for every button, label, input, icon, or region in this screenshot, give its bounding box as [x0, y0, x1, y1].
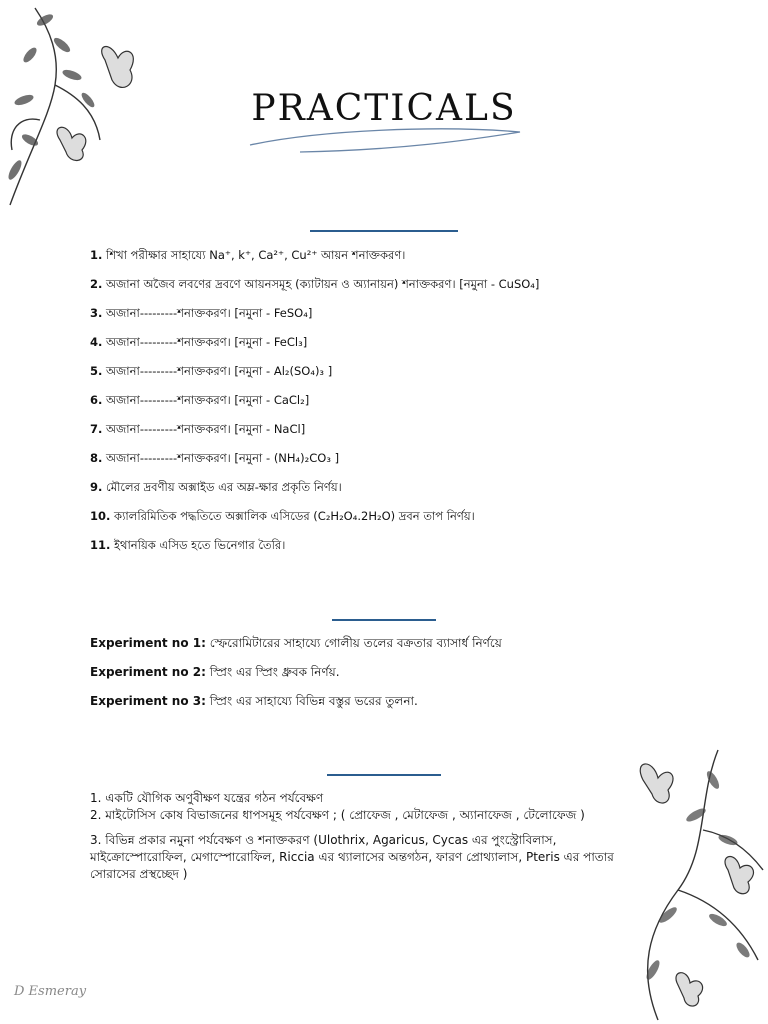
chemistry-item-5: 5. অজানা---------শনাক্তকরণ। [নমুনা - Al₂(SO₄)₃ ]: [90, 364, 333, 378]
title-underline-swoosh-icon: [240, 120, 530, 160]
chemistry-item-6: 6. অজানা---------শনাক্তকরণ। [নমুনা - CaCl₂]: [90, 393, 310, 407]
chemistry-item-9: 9. মৌলের দ্রবণীয় অক্সাইড এর অম্ল-ক্ষার প্রকৃতি নির্ণয়।: [90, 480, 342, 494]
physics-experiment-2: Experiment no 2: স্প্রিং এর স্প্রিং ধ্রুবক নির্ণয়.: [90, 665, 340, 679]
chemistry-item-11: 11. ইথানয়িক এসিড হতে ভিনেগার তৈরি।: [90, 538, 286, 552]
chemistry-practicals-list: [90, 248, 710, 552]
chemistry-item-3: 3. অজানা---------শনাক্তকরণ। [নমুনা - FeSO₄]: [90, 306, 313, 320]
chemistry-item-1: 1. শিখা পরীক্ষার সাহায্যে Na⁺, k⁺, Ca²⁺, Cu²⁺ আয়ন শনাক্তকরণ।: [90, 248, 406, 262]
chemistry-item-10: 10. ক্যালরিমিতিক পদ্ধতিতে অক্সালিক এসিডের (C₂H₂O₄.2H₂O) দ্রবন তাপ নির্ণয়।: [90, 509, 475, 523]
biology-practicals-list: [90, 790, 650, 883]
chemistry-section-divider: [310, 230, 458, 232]
biology-item-2: 2. মাইটোসিস কোষ বিভাজনের ধাপসমূহ পর্যবেক্ষণ ; ( প্রোফেজ , মেটাফেজ , অ্যানাফেজ , টেলোফেজ ): [90, 808, 585, 822]
physics-section-divider: [332, 619, 436, 621]
biology-item-1: 1. একটি যৌগিক অণুবীক্ষণ যন্ত্রের গঠন পর্যবেক্ষণ: [90, 791, 324, 805]
chemistry-item-8: 8. অজানা---------শনাক্তকরণ। [নমুনা - (NH₄)₂CO₃ ]: [90, 451, 340, 465]
physics-experiments-list: [90, 636, 710, 709]
biology-item-3: 3. বিভিন্ন প্রকার নমুনা পর্যবেক্ষণ ও শনাক্তকরণ (Ulothrix, Agaricus, Cycas এর পুংস্ট্রোবিলাস, মাইক্রোস্পোরোফিল, মেগাস্পোরোফিল, Riccia এর থ্যালাসের অন্তগঠন, ফারণ প্রোথ্যালাস, Pteris এর পাতার সোরাসের প্রস্থচ্ছেদ ): [90, 833, 614, 881]
chemistry-item-2: 2. অজানা অজৈব লবণের দ্রবণে আয়নসমূহ (ক্যাটায়ন ও অ্যানায়ন) শনাক্তকরণ। [নমুনা - CuSO₄]: [90, 277, 540, 291]
signature: D Esmeray: [14, 984, 87, 999]
physics-experiment-1: Experiment no 1: স্ফেরোমিটারের সাহায্যে গোলীয় তলের বক্রতার ব্যাসার্ধ নির্ণয়ে: [90, 636, 502, 650]
physics-experiment-3: Experiment no 3: স্প্রিং এর সাহায্যে বিভিন্ন বস্তুর ভরের তুলনা.: [90, 694, 418, 708]
chemistry-item-7: 7. অজানা---------শনাক্তকরণ। [নমুনা - NaCl]: [90, 422, 306, 436]
chemistry-item-4: 4. অজানা---------শনাক্তকরণ। [নমুনা - FeCl₃]: [90, 335, 308, 349]
page-title: PRACTICALS: [251, 88, 517, 129]
biology-section-divider: [327, 774, 441, 776]
